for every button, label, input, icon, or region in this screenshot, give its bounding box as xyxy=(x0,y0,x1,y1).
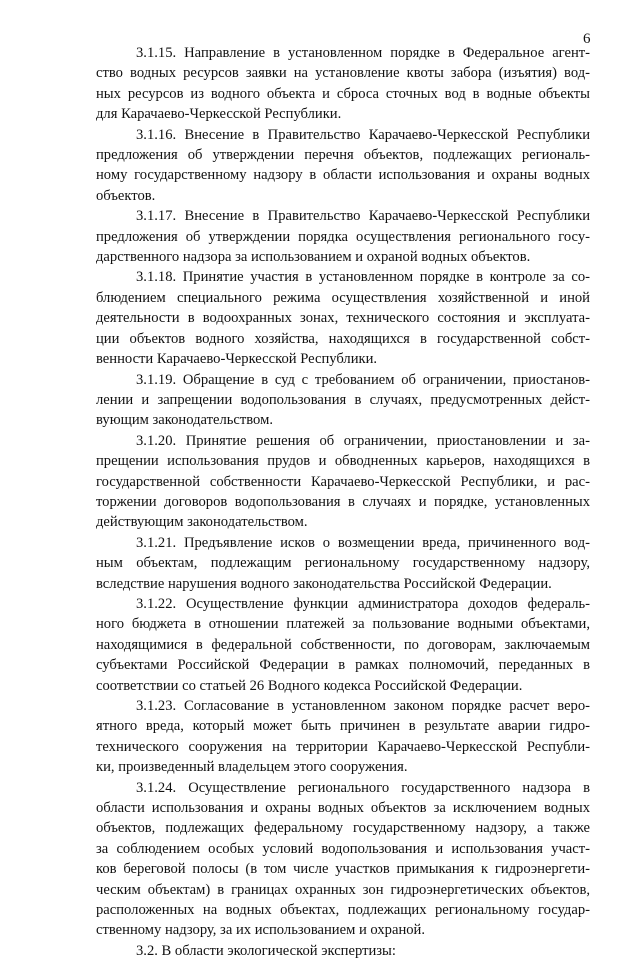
text-line: ки, произведенный владельцем этого сооружения. xyxy=(96,759,408,776)
text-line: ческим объектам) в границах охранных зон гидроэнергетических объектов, xyxy=(96,881,590,898)
text-line: за соблюдением особых условий водопользования и использования участ- xyxy=(96,840,590,857)
text-line: 3.1.23. Согласование в установленном законом порядке расчет веро- xyxy=(136,698,590,714)
text-line: ство водных ресурсов заявки на установление квоты забора (изъятия) вод- xyxy=(96,65,590,82)
paragraph-3-1-18 xyxy=(96,267,590,369)
text-line: вследствие нарушения водного законодательства Российской Федерации. xyxy=(96,575,552,592)
paragraph-3-1-22 xyxy=(96,594,590,696)
text-line: 3.1.19. Обращение в суд с требованием об ограничении, приостанов- xyxy=(136,371,590,388)
text-line: 3.1.15. Направление в установленном порядке в Федеральное агент- xyxy=(136,45,590,61)
text-line: предложения об утверждении порядка осуществления регионального госу- xyxy=(96,228,590,245)
text-line: 3.1.16. Внесение в Правительство Карачаево-Черкесской Республики xyxy=(136,126,590,143)
paragraph-3-1-19 xyxy=(96,370,590,431)
text-line: предложения об утверждении перечня объектов, подлежащих региональ- xyxy=(96,147,590,164)
text-line: ятного вреда, который может быть причинен в результате аварии гидро- xyxy=(96,718,590,735)
text-line: ного бюджета в отношении платежей за пользование водными объектами, xyxy=(96,616,590,633)
text-line: расположенных на водных объектах, подлежащих региональному государ- xyxy=(96,902,590,919)
text-line: ции объектов водного хозяйства, находящихся в государственной собст- xyxy=(96,330,590,347)
text-line: субъектами Российской Федерации в рамках полномочий, переданных в xyxy=(96,657,590,674)
text-line: венности Карачаево-Черкесской Республики. xyxy=(96,351,378,368)
text-line: прещении использования прудов и обводненных карьеров, находящихся в xyxy=(96,453,590,470)
paragraph-3-1-23 xyxy=(96,696,590,778)
text-line: ных ресурсов из водного объекта и сброса сточных вод в водные объекты xyxy=(96,85,590,102)
text-line: торжении договоров водопользования в случаях и порядке, установленных xyxy=(96,493,590,510)
text-line: 3.2. В области экологической экспертизы: xyxy=(136,942,396,959)
text-line: блюдением специального режима осуществления хозяйственной и иной xyxy=(96,289,590,306)
text-line: 3.1.18. Принятие участия в установленном порядке в контроле за со- xyxy=(136,269,590,286)
text-line: объектов. xyxy=(96,187,156,204)
text-line: дарственного надзора за использованием и охраной водных объектов. xyxy=(96,249,531,266)
text-line: ным объектам, подлежащим региональному государственному надзору, xyxy=(96,555,590,572)
page-number: 6 xyxy=(583,31,591,47)
text-line: 3.1.17. Внесение в Правительство Карачаево-Черкесской Республики xyxy=(136,208,590,225)
text-line: вующим законодательством. xyxy=(96,412,273,429)
paragraph-3-1-15 xyxy=(96,43,590,125)
paragraph-3-1-24 xyxy=(96,778,590,941)
text-line: лении и запрещении водопользования в случаях, предусмотренных дейст- xyxy=(96,391,590,408)
paragraph-3-1-17 xyxy=(96,206,590,267)
text-line: соответствии со статьей 26 Водного кодекса Российской Федерации. xyxy=(96,677,523,694)
text-line: объектов, подлежащих федеральному государственному надзору, а также xyxy=(96,820,590,837)
paragraph-3-2 xyxy=(96,941,590,961)
text-line: области использования и охраны водных объектов за исключением водных xyxy=(96,800,590,817)
text-line: 3.1.22. Осуществление функции администратора доходов федераль- xyxy=(136,595,590,612)
text-line: ков береговой полосы (в том числе участков примыкания к гидроэнергети- xyxy=(96,861,590,878)
text-line: ственному надзору, за их использованием и охраной. xyxy=(96,922,426,939)
document-body xyxy=(96,43,590,961)
text-line: находящимися в федеральной собственности, по договорам, заключаемым xyxy=(96,636,590,653)
paragraph-3-1-16 xyxy=(96,125,590,207)
text-line: 3.1.24. Осуществление регионального государственного надзора в xyxy=(136,779,590,796)
text-line: ному государственному надзору в области использования и охраны водных xyxy=(96,167,590,184)
text-line: 3.1.20. Принятие решения об ограничении, приостановлении и за- xyxy=(136,432,590,449)
text-line: государственной собственности Карачаево-Черкесской Республики, и рас- xyxy=(96,473,590,490)
paragraph-3-1-21 xyxy=(96,533,590,594)
text-line: для Карачаево-Черкесской Республики. xyxy=(96,106,342,123)
paragraph-3-1-20 xyxy=(96,431,590,533)
text-line: действующим законодательством. xyxy=(96,514,308,531)
text-line: 3.1.21. Предъявление исков о возмещении вреда, причиненного вод- xyxy=(136,534,590,551)
text-line: деятельности в водоохранных зонах, технического состояния и эксплуата- xyxy=(96,310,590,327)
text-line: технического сооружения на территории Карачаево-Черкесской Республи- xyxy=(96,738,590,755)
